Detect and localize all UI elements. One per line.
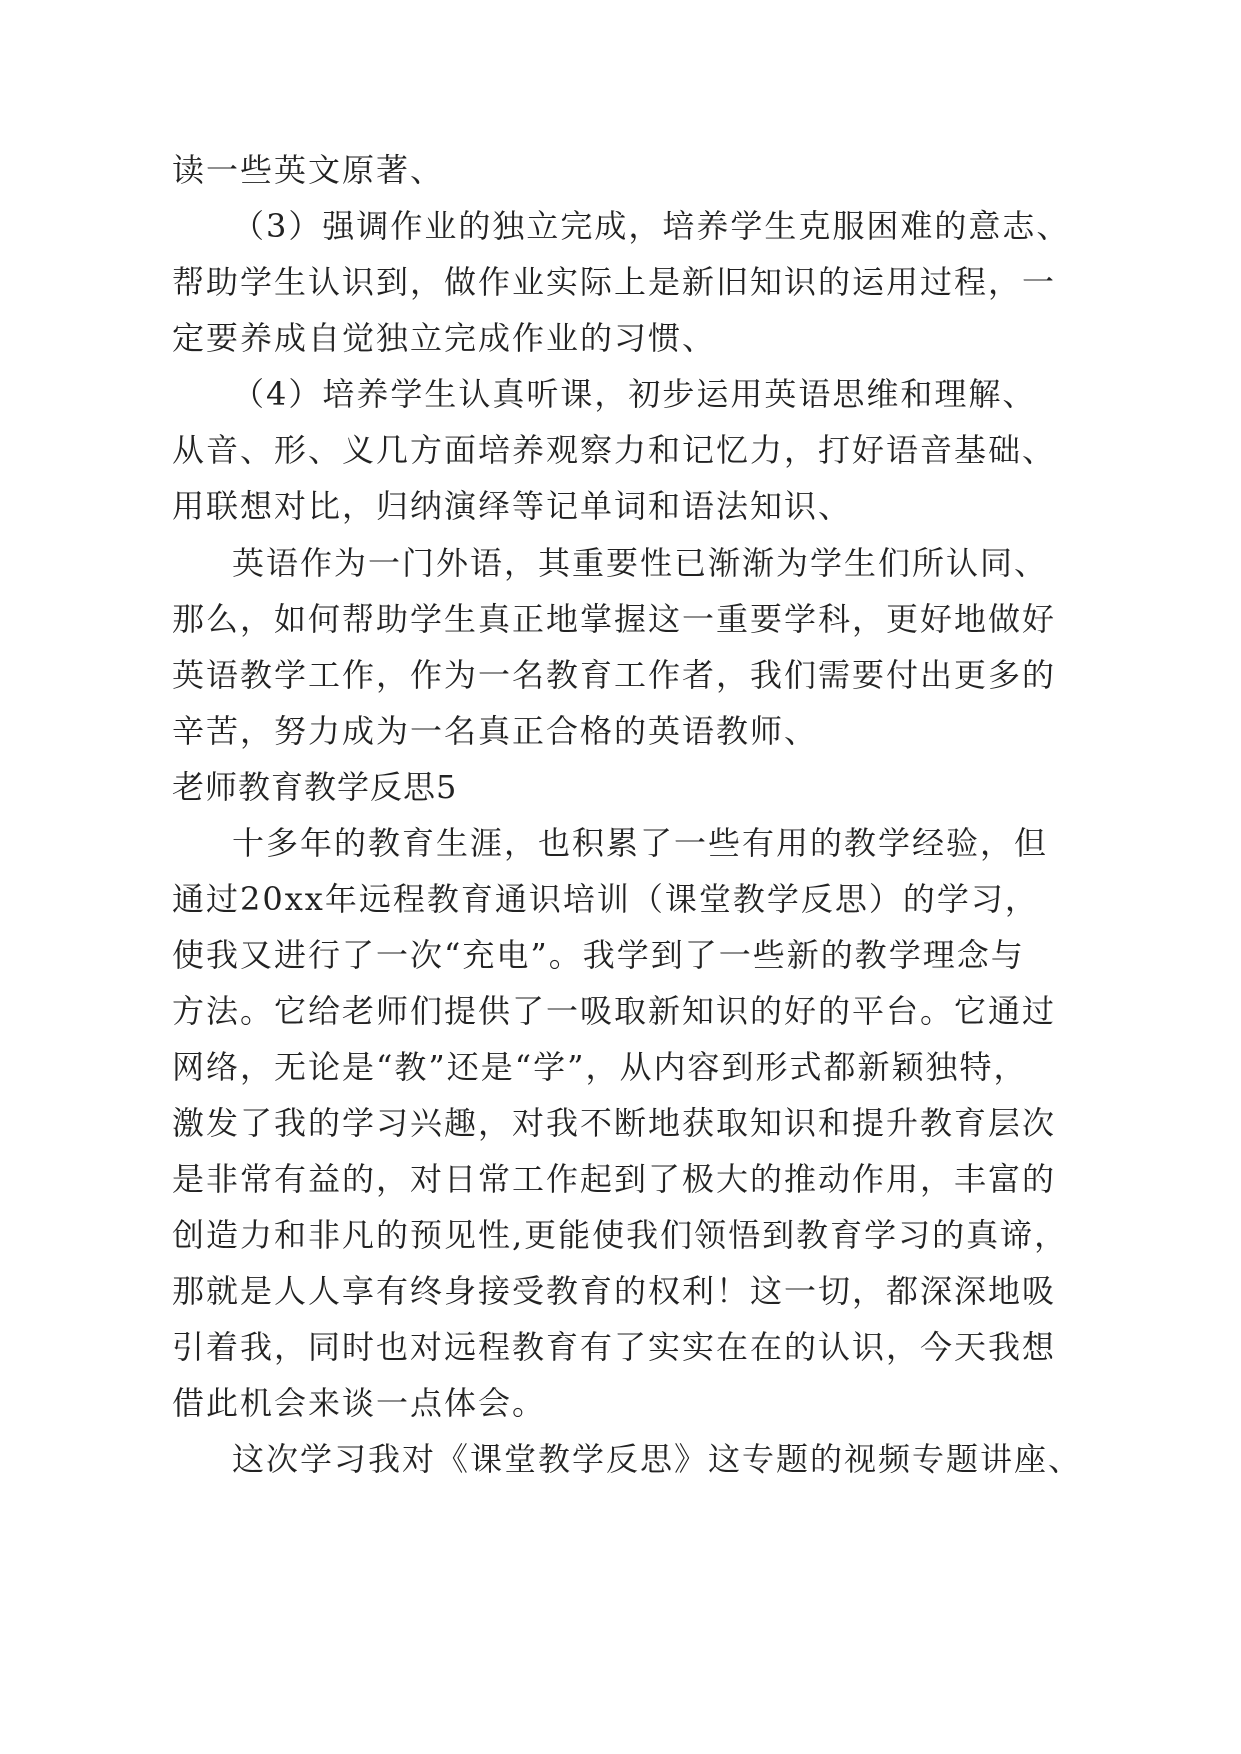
text-line-4: 定要养成自觉独立完成作业的习惯、 [172,319,717,357]
text-line-19: 是非常有益的，对日常工作起到了极大的推动作用，丰富的 [172,1160,1057,1198]
text-line-14: 通过20xx年远程教育通识培训（课堂教学反思）的学习， [172,880,1039,918]
text-line-15: 使我又进行了一次“充电”。我学到了一些新的教学理念与 [172,936,1025,974]
text-line-21: 那就是人人享有终身接受教育的权利！这一切，都深深地吸 [172,1272,1057,1310]
text-line-24: 这次学习我对《课堂教学反思》这专题的视频专题讲座、 [232,1440,1083,1478]
text-line-23: 借此机会来谈一点体会。 [172,1384,547,1422]
text-line-20: 创造力和非凡的预见性,更能使我们领悟到教育学习的真谛， [172,1216,1069,1254]
text-line-9: 那么，如何帮助学生真正地掌握这一重要学科，更好地做好 [172,600,1057,638]
text-line-1: 读一些英文原著、 [172,151,445,189]
text-line-18: 激发了我的学习兴趣，对我不断地获取知识和提升教育层次 [172,1104,1057,1142]
text-line-5: （4）培养学生认真听课，初步运用英语思维和理解、 [232,375,1037,413]
text-line-6: 从音、形、义几方面培养观察力和记忆力，打好语音基础、 [172,431,1057,469]
text-line-11: 辛苦，努力成为一名真正合格的英语教师、 [172,712,819,750]
text-line-17: 网络，无论是“教”还是“学”，从内容到形式都新颖独特， [172,1048,1028,1086]
text-line-8: 英语作为一门外语，其重要性已渐渐为学生们所认同、 [232,544,1049,582]
section-heading: 老师教育教学反思5 [172,768,458,806]
text-line-16: 方法。它给老师们提供了一吸取新知识的好的平台。它通过 [172,992,1057,1030]
text-line-2: （3）强调作业的独立完成，培养学生克服困难的意志、 [232,207,1071,245]
text-line-7: 用联想对比，归纳演绎等记单词和语法知识、 [172,487,853,525]
text-line-13: 十多年的教育生涯，也积累了一些有用的教学经验，但 [232,824,1049,862]
text-line-22: 引着我，同时也对远程教育有了实实在在的认识，今天我想 [172,1328,1057,1366]
text-line-10: 英语教学工作，作为一名教育工作者，我们需要付出更多的 [172,656,1057,694]
text-line-3: 帮助学生认识到，做作业实际上是新旧知识的运用过程，一 [172,263,1057,301]
